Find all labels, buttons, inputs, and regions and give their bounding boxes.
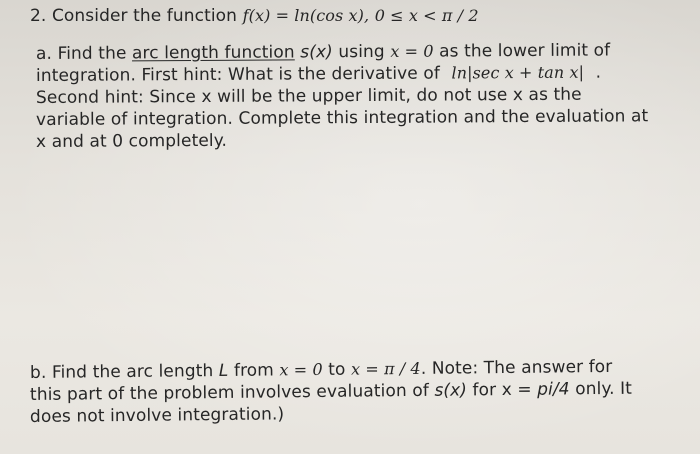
part-a-text: using <box>338 41 385 63</box>
part-a-text: as the lower limit of <box>439 40 611 62</box>
lower-limit-expr: x = 0 <box>390 41 434 61</box>
part-b-text: Find the arc length <box>51 361 214 383</box>
part-b-line-2 <box>30 379 632 405</box>
part-b-text: this part of the problem involves evaluation of <box>29 380 429 405</box>
part-b-text: to <box>328 359 346 380</box>
part-b-text: only. It <box>575 378 633 400</box>
part-a-text: Find the <box>57 43 127 64</box>
part-a-line-3: Second hint: Since x will be the upper limit, do not use x as the <box>35 84 582 108</box>
pi-over-4: pi/4 <box>537 379 570 400</box>
s-of-x-b: s(x) <box>434 380 468 401</box>
part-b-text: for x = <box>472 379 532 401</box>
problem-number: 2. <box>30 6 47 26</box>
problem-statement <box>30 6 479 26</box>
part-a-text: integration. First hint: What is the derivative of <box>35 63 440 86</box>
intro-text: Consider the function <box>51 6 238 26</box>
ln-sec-tan-expr: ln|sec x + tan x| <box>451 62 585 83</box>
part-b-line-3: does not involve integration.) <box>29 404 285 427</box>
part-b-text: from <box>233 360 275 381</box>
s-of-x: s(x) <box>300 42 333 63</box>
part-b-label: b. <box>29 362 47 383</box>
part-a-line-4: variable of integration. Complete this integration and the evaluation at <box>35 106 649 130</box>
arc-length-function-term: arc length function <box>131 42 295 64</box>
domain-expression: 0 ≤ x < π / 2 <box>374 6 479 25</box>
upper-bound-expr: x = π / 4 <box>350 358 421 379</box>
part-a-line-2 <box>36 63 601 86</box>
var-L: L <box>218 360 229 382</box>
part-a-period: . <box>595 62 602 83</box>
function-expression: f(x) = ln(cos x), <box>242 6 370 25</box>
part-b-text: . Note: The answer for <box>420 356 613 379</box>
part-a-line-5: x and at 0 completely. <box>35 130 227 152</box>
part-a-line-1 <box>36 40 610 64</box>
part-a-label: a. <box>35 43 53 64</box>
lower-bound-expr: x = 0 <box>279 359 323 380</box>
